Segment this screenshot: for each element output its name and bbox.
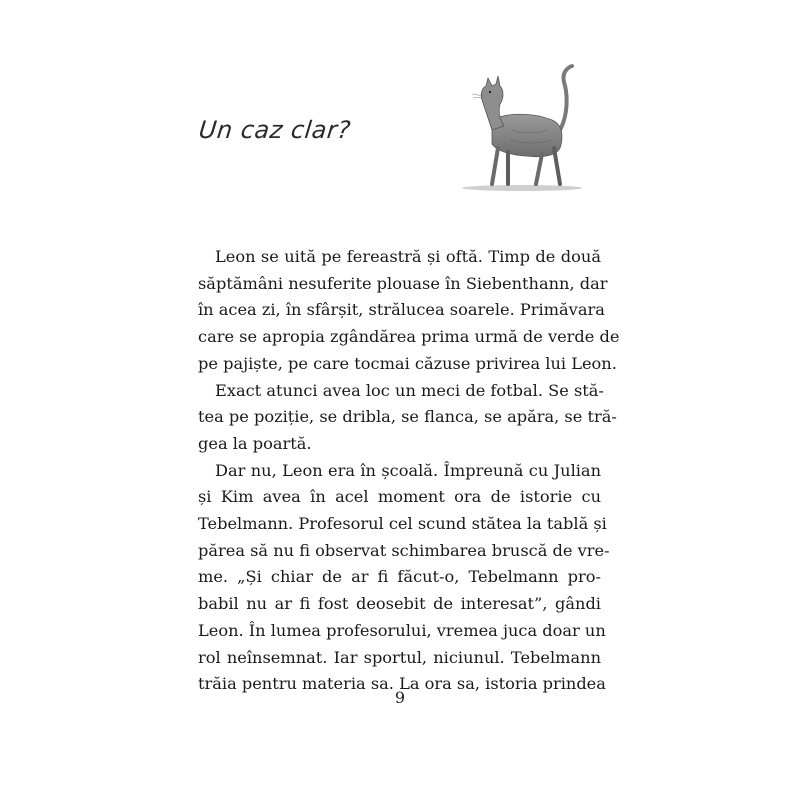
text-line: Tebelmann. Profesorul cel scund stătea la tablă și — [198, 514, 607, 534]
cat-icon — [452, 60, 592, 195]
text-line: tea pe poziție, se dribla, se flanca, se apăra, se tră- — [198, 407, 617, 427]
text-line: părea să nu fi observat schimbarea bruscă de vre- — [198, 540, 610, 560]
text-line: Exact atunci avea loc un meci de fotbal. Se stă- — [215, 380, 604, 400]
text-line: și Kim avea în acel moment ora de istorie cu — [198, 487, 601, 507]
text-line: Leon. În lumea profesorului, vremea juca doar un — [198, 620, 606, 640]
text-line: care se apropia zgândărea prima urmă de verde de — [198, 327, 620, 347]
text-line: săptămâni nesuferite plouase în Siebenthann, dar — [198, 273, 608, 293]
text-line: trăia pentru materia sa. La ora sa, istoria prindea — [198, 674, 606, 694]
chapter-title: Un caz clar? — [197, 116, 353, 144]
text-line: gea la poartă. — [198, 433, 312, 453]
text-line: în acea zi, în sfârșit, strălucea soarele. Primăvara — [198, 300, 605, 320]
page-number: 9 — [394, 688, 406, 707]
text-line: Leon se uită pe fereastră și oftă. Timp de două — [215, 247, 601, 266]
text-line: pe pajiște, pe care tocmai căzuse privirea lui Leon. — [198, 353, 617, 373]
text-line: Dar nu, Leon era în școală. Împreună cu Julian — [215, 460, 601, 480]
text-line: rol neînsemnat. Iar sportul, niciunul. Tebelmann — [198, 647, 601, 667]
body-text — [198, 244, 620, 698]
text-line: me. „Și chiar de ar fi făcut-o, Tebelmann pro- — [198, 567, 601, 587]
text-line: babil nu ar fi fost deosebit de interesat”, gândi — [198, 594, 601, 614]
